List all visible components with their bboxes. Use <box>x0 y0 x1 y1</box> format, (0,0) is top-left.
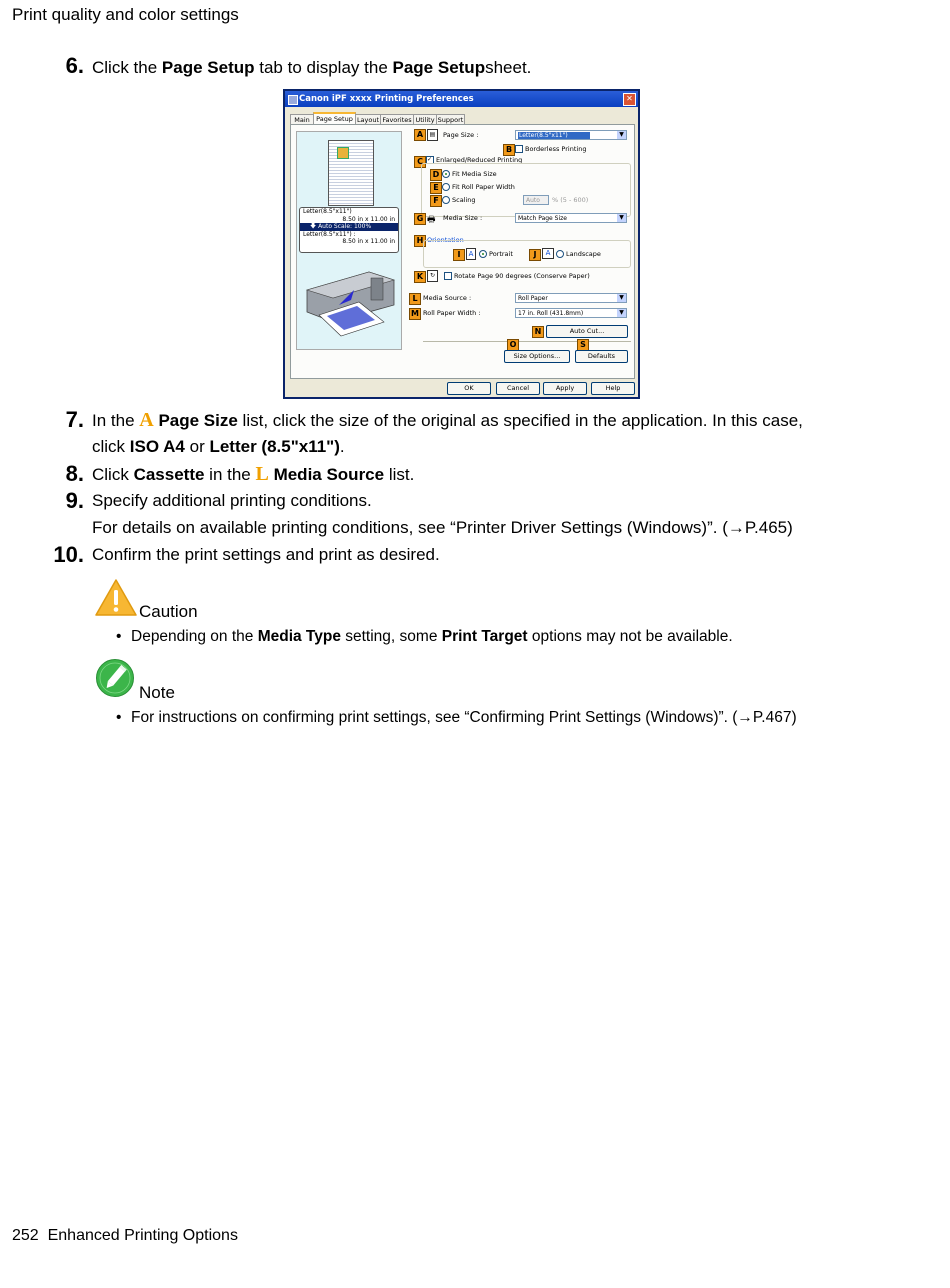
portrait-label: Portrait <box>489 250 513 258</box>
close-icon[interactable]: ✕ <box>623 93 636 106</box>
marker-b: B <box>503 144 515 156</box>
marker-c: C <box>414 156 426 168</box>
radio-unselected[interactable] <box>442 196 450 204</box>
step-number: 9. <box>65 488 84 513</box>
tab-support[interactable]: Support <box>437 116 464 124</box>
ui-term: Media Type <box>257 628 341 645</box>
roll-width-label: Roll Paper Width : <box>423 309 481 317</box>
text-run: sheet. <box>485 58 532 77</box>
media-size-select[interactable] <box>515 213 627 223</box>
radio-selected[interactable] <box>442 170 450 178</box>
step-number: 6. <box>65 53 84 78</box>
auto-scale-text: Auto Scale: 100% <box>318 223 372 230</box>
landscape-label: Landscape <box>566 250 601 258</box>
checkbox-box-checked[interactable]: ✓ <box>427 156 433 163</box>
divider <box>423 341 631 342</box>
text-run: Depending on the <box>131 628 258 645</box>
media-source-select[interactable] <box>515 293 627 303</box>
marker-a: A <box>414 129 426 141</box>
checkbox-box[interactable] <box>515 145 523 153</box>
auto-scale-bar: 🡇 Auto Scale: 100% <box>300 223 398 231</box>
marker-letter: A <box>139 409 154 431</box>
section-header: Print quality and color settings <box>12 5 239 24</box>
fit-media-size-radio[interactable] <box>442 170 497 178</box>
marker-o: O <box>507 339 519 351</box>
size-info-box <box>299 207 399 253</box>
landscape-icon: A <box>542 248 554 259</box>
fit-roll-width-radio[interactable] <box>442 183 515 191</box>
marker-s: S <box>577 339 589 351</box>
page-size-select[interactable] <box>515 130 627 140</box>
chevron-down-icon: ▼ <box>617 309 626 317</box>
size-line: Letter(8.5"x11") : <box>303 230 356 238</box>
chevron-down-icon: ▼ <box>617 294 626 302</box>
step-number: 10. <box>53 542 84 567</box>
marker-l: L <box>409 293 421 305</box>
media-source-label: Media Source : <box>423 294 472 302</box>
text-run: In the <box>92 411 140 430</box>
page-size-label: Page Size : <box>443 131 479 139</box>
radio-unselected[interactable] <box>442 183 450 191</box>
marker-j: J <box>529 249 541 261</box>
marker-d: D <box>430 169 442 181</box>
ui-term: Page Size <box>158 411 238 430</box>
text-run: or <box>184 437 210 456</box>
help-button[interactable]: Help <box>591 382 635 395</box>
printer-app-icon <box>288 95 298 105</box>
marker-g: G <box>414 213 426 225</box>
rotate-page-checkbox[interactable] <box>444 272 590 280</box>
page-thumbnail <box>328 140 374 206</box>
note-title: Note <box>139 683 175 702</box>
rotate-label: Rotate Page 90 degrees (Conserve Paper) <box>454 272 590 280</box>
marker-i: I <box>453 249 465 261</box>
tab-layout[interactable]: Layout <box>356 116 380 124</box>
media-size-value: Match Page Size <box>518 215 567 222</box>
size-line: Letter(8.5"x11") <box>303 208 352 215</box>
page-size-icon: ▤ <box>427 129 438 141</box>
page-setup-panel <box>290 124 635 379</box>
borderless-checkbox[interactable] <box>515 145 586 153</box>
printing-preferences-dialog <box>283 89 640 399</box>
bullet-text: For instructions on confirming print settings, see “Confirming Print Settings (Windows)”. (→P.467) <box>131 709 797 726</box>
ui-term: Page Setup <box>161 58 255 77</box>
media-size-label: Media Size : <box>443 214 483 222</box>
tab-main[interactable]: Main <box>290 114 314 125</box>
step-7 <box>0 407 950 460</box>
step-text-cont <box>92 437 345 457</box>
marker-n: N <box>532 326 544 338</box>
thumbnail-image <box>337 147 349 159</box>
scaling-label: Scaling <box>452 196 476 204</box>
text-run: list. <box>384 465 415 484</box>
auto-cut-button[interactable]: Auto Cut... <box>546 325 628 338</box>
text-run: click <box>92 437 130 456</box>
text-run: list, click the size of the original as specified in the application. In this case, <box>237 411 803 430</box>
scaling-range: % (5 - 600) <box>552 196 589 204</box>
printer-illustration <box>299 260 399 340</box>
step-number: 7. <box>65 407 84 432</box>
ui-term: Cassette <box>133 465 205 484</box>
step-number: 8. <box>65 461 84 486</box>
ui-term: Print Target <box>441 628 528 645</box>
marker-h: H <box>414 235 426 247</box>
size-options-button[interactable]: Size Options... <box>504 350 570 363</box>
chapter-name: Enhanced Printing Options <box>47 1227 238 1244</box>
orientation-label: Orientation <box>427 236 464 244</box>
ui-term: Letter (8.5"x11") <box>209 437 340 456</box>
step-text: Specify additional printing conditions. <box>92 491 372 510</box>
caution-bullet <box>116 628 816 648</box>
tab-favorites[interactable]: Favorites <box>380 114 414 125</box>
warning-triangle-icon <box>94 578 138 618</box>
step-8 <box>0 461 950 488</box>
roll-width-select[interactable] <box>515 308 627 318</box>
bullet-dot: • <box>116 709 122 726</box>
step-text <box>92 58 531 78</box>
dialog-titlebar <box>285 91 638 107</box>
defaults-button[interactable]: Defaults <box>575 350 628 363</box>
marker-k: K <box>414 271 426 283</box>
step-text <box>92 410 803 431</box>
tab-utility[interactable]: Utility <box>413 114 437 125</box>
radio-unselected[interactable] <box>556 250 564 258</box>
ui-term: Page Setup <box>392 58 486 77</box>
preview-pane <box>296 131 402 350</box>
dialog-title: Canon iPF xxxx Printing Preferences <box>299 94 474 104</box>
radio-selected[interactable] <box>479 250 487 258</box>
marker-letter: L <box>255 463 269 485</box>
text-run: options may not be available. <box>527 628 733 645</box>
step-text-cont: For details on available printing conditions, see “Printer Driver Settings (Windows)”. (→P.465) <box>92 518 793 537</box>
borderless-label: Borderless Printing <box>525 145 587 153</box>
chevron-down-icon: ▼ <box>617 214 626 222</box>
fit-media-label: Fit Media Size <box>452 170 497 178</box>
step-9 <box>0 488 950 541</box>
step-text <box>92 464 414 485</box>
caution-title: Caution <box>139 602 198 621</box>
size-line: 8.50 in x 11.00 in <box>342 238 395 245</box>
ui-term: Media Source <box>273 465 385 484</box>
pencil-note-icon <box>95 658 135 698</box>
page-size-value: Letter(8.5"x11") <box>518 132 590 139</box>
step-text: Confirm the print settings and print as desired. <box>92 545 440 564</box>
ui-term: ISO A4 <box>129 437 185 456</box>
tab-page-setup[interactable]: Page Setup <box>313 112 356 126</box>
text-run: tab to display the <box>254 58 393 77</box>
bullet-dot: • <box>116 628 122 645</box>
text-run: . <box>339 437 345 456</box>
note-bullet <box>116 709 836 729</box>
text-run: setting, some <box>340 628 442 645</box>
marker-m: M <box>409 308 421 320</box>
scaling-spinner[interactable] <box>523 195 549 205</box>
step-6 <box>0 53 950 80</box>
roll-width-value: 17 in. Roll (431.8mm) <box>518 310 584 317</box>
media-source-value: Roll Paper <box>518 295 548 302</box>
ok-button[interactable]: OK <box>447 382 491 395</box>
landscape-radio[interactable] <box>556 250 601 258</box>
page-number: 252 <box>12 1227 39 1244</box>
size-line: 8.50 in x 11.00 in <box>342 215 395 223</box>
scaling-value: Auto <box>526 197 540 204</box>
marker-f: F <box>430 195 442 207</box>
chevron-down-icon: ▼ <box>617 131 626 139</box>
enlarged-label: Enlarged/Reduced Printing <box>436 156 523 164</box>
scaling-radio[interactable] <box>442 196 476 204</box>
rotate-page-icon: ↻ <box>427 270 438 282</box>
portrait-radio[interactable] <box>479 250 513 258</box>
cancel-button[interactable]: Cancel <box>496 382 540 395</box>
step-10 <box>0 542 950 569</box>
checkbox-box[interactable] <box>444 272 452 280</box>
text-run: in the <box>204 465 256 484</box>
bullet-text <box>131 628 733 646</box>
portrait-icon: A <box>466 248 476 260</box>
apply-button[interactable]: Apply <box>543 382 587 395</box>
page-footer <box>12 1227 238 1245</box>
fit-roll-label: Fit Roll Paper Width <box>452 183 515 191</box>
media-size-icon: 🖶 <box>427 215 436 225</box>
marker-e: E <box>430 182 442 194</box>
text-run: Click the <box>92 58 162 77</box>
text-run: Click <box>92 465 134 484</box>
